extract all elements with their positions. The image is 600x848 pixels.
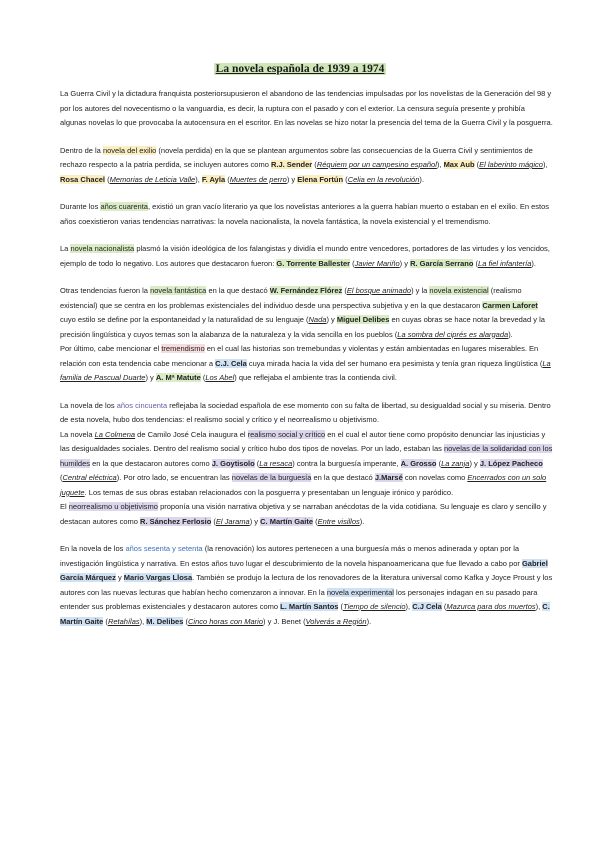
fantastica-paragraph: Otras tendencias fueron la novela fantástica en la que destacó W. Fernández Flórez (El bosque animado) y la novela existencial (realismo existencial) que se centra en los problemas existenciales del individuo desde una perspectiva subjetiva y en la que destacaron Carmen Laforet cuyo estilo se define por la espontaneidad y la naturalidad de su lenguaje (Nada) y Miguel Delibes en cuyas obras se hace notar la brevedad y la precisión lingüística y cuyos temas son la alabanza de la naturaleza y la vida sencilla en los pueblos (La sombra del ciprés es alargada).	[60, 286, 545, 339]
page-title: La novela española de 1939 a 1974	[215, 63, 385, 75]
exilio-paragraph: Dentro de la novela del exilio (novela perdida) en la que se plantean argumentos sobre las consecuencias de la Guerra Civil y sentimientos de rechazo respecto a la patria perdida, se incluyen autores como R.J. Sender (Réquiem por un campesino español), Max Aub (El laberinto mágico), Rosa Chacel (Memorias de Leticia Valle), F. Ayla (Muertes de perro) y Elena Fortún (Celia en la revolución).	[60, 145, 548, 184]
cuarenta-paragraph: Durante los años cuarenta, existió un gran vacío literario ya que los novelistas anteriores a la guerra habían muerto o estaban en el exilio. En estos años coexistieron varias tendencias narrativas: la novela nacionalista, la novela fantástica, la novela existencial y el tremendismo.	[60, 202, 550, 226]
sesenta-paragraph: En la novela de los años sesenta y setenta (la renovación) los autores pertenecen a una burguesía más o menos adinerada y optan por la investigación lingüística y narrativa. En estos años tuvo lugar el descubrimiento de la novela hispanoamericana que fue llevado a cabo por Gabriel García Márquez y Mario Vargas Llosa. También se produjo la lectura de los renovadores de la literatura universal como Kafka y Joyce Proust y los autores con las nuevas lecturas que habían hecho comenzaron a innovar. En la novela experimental los personajes indagan en su pasado para entender sus problemas existenciales y destacaron autores como L. Martín Santos (Tiempo de silencio), C.J Cela (Mazurca para dos muertos), C. Martín Gaite (Retahílas), M. Delibes (Cinco horas con Mario) y J. Benet (Volverás a Región).	[60, 544, 553, 626]
cincuenta-paragraph: La novela de los años cincuenta reflejaba la sociedad española de ese momento con su falta de libertad, su desigualdad social y su miseria. Dentro de esta novela, hubo dos tendencias: el realismo social y crítico y el neorrealismo u objetivismo. La novela La Colmena de Camilo José Cela inaugura el realismo social y crítico en el cual el autor tiene como propósito denunciar las injusticias y las desigualdades sociales. Dentro del realismo social y crítico hubo dos tipos de novelas. Por un lado, estaban las novelas de la solidaridad con los humildes en la que destacaron autores como J. Goytisolo (La resaca) contra la burguesía imperante, A. Grosso (La zanja) y J. López Pacheco (Central eléctrica). Por otro lado, se encuentran las novelas de la burguesía en la que destacó J.Marsé con novelas como Encerrados con un solo juguete. Los temas de sus obras estaban relacionados con la posguerra y presentaban un lenguaje irónico y paródico. El neorrealismo u objetivismo proponía una visión narrativa objetiva y se narraban anécdotas de la vida cotidiana. Su lenguaje es claro y sencillo y destacan autores como R. Sánchez Ferlosio (El Jarama) y C. Martín Gaite (Entre visillos).	[60, 400, 553, 526]
document-body	[60, 87, 553, 642]
nacionalista-paragraph: La novela nacionalista plasmó la visión ideológica de los falangistas y dividía el mundo entre vencedores, portadores de las virtudes y los vencidos, ejemplo de todo lo negativo. Los autores que destacaron fueron: G. Torrente Ballester (Javier Mariño) y R. García Serrano (La fiel infantería).	[60, 244, 550, 268]
tremendismo-paragraph: Por último, cabe mencionar el tremendismo en el cual las historias son tremebundas y violentas y están ambientadas en lugares miserables. En relación con esta tendencia cabe mencionar a C.J. Cela cuya mirada hacia la vida del ser humano era pesimista y tenía gran riqueza lingüística (La familia de Pascual Duarte) y A. Mª Matute (Los Abel) que reflejaba el ambiente tras la contienda civil.	[60, 344, 551, 382]
intro-paragraph: La Guerra Civil y la dictadura franquista posteriorsupusieron el abandono de las tendencias impulsadas por los novelistas de la Generación del 98 y por los autores del novecentismo o la vanguardia, es decir, la ruptura con el pasado y con el exterior. La censura seguía presente y prohibía algunas novelas lo que provocaba la autocensura en el escritor. En las novelas se hizo notar la presencia del tema de la Guerra Civil y la posguerra.	[60, 89, 553, 127]
